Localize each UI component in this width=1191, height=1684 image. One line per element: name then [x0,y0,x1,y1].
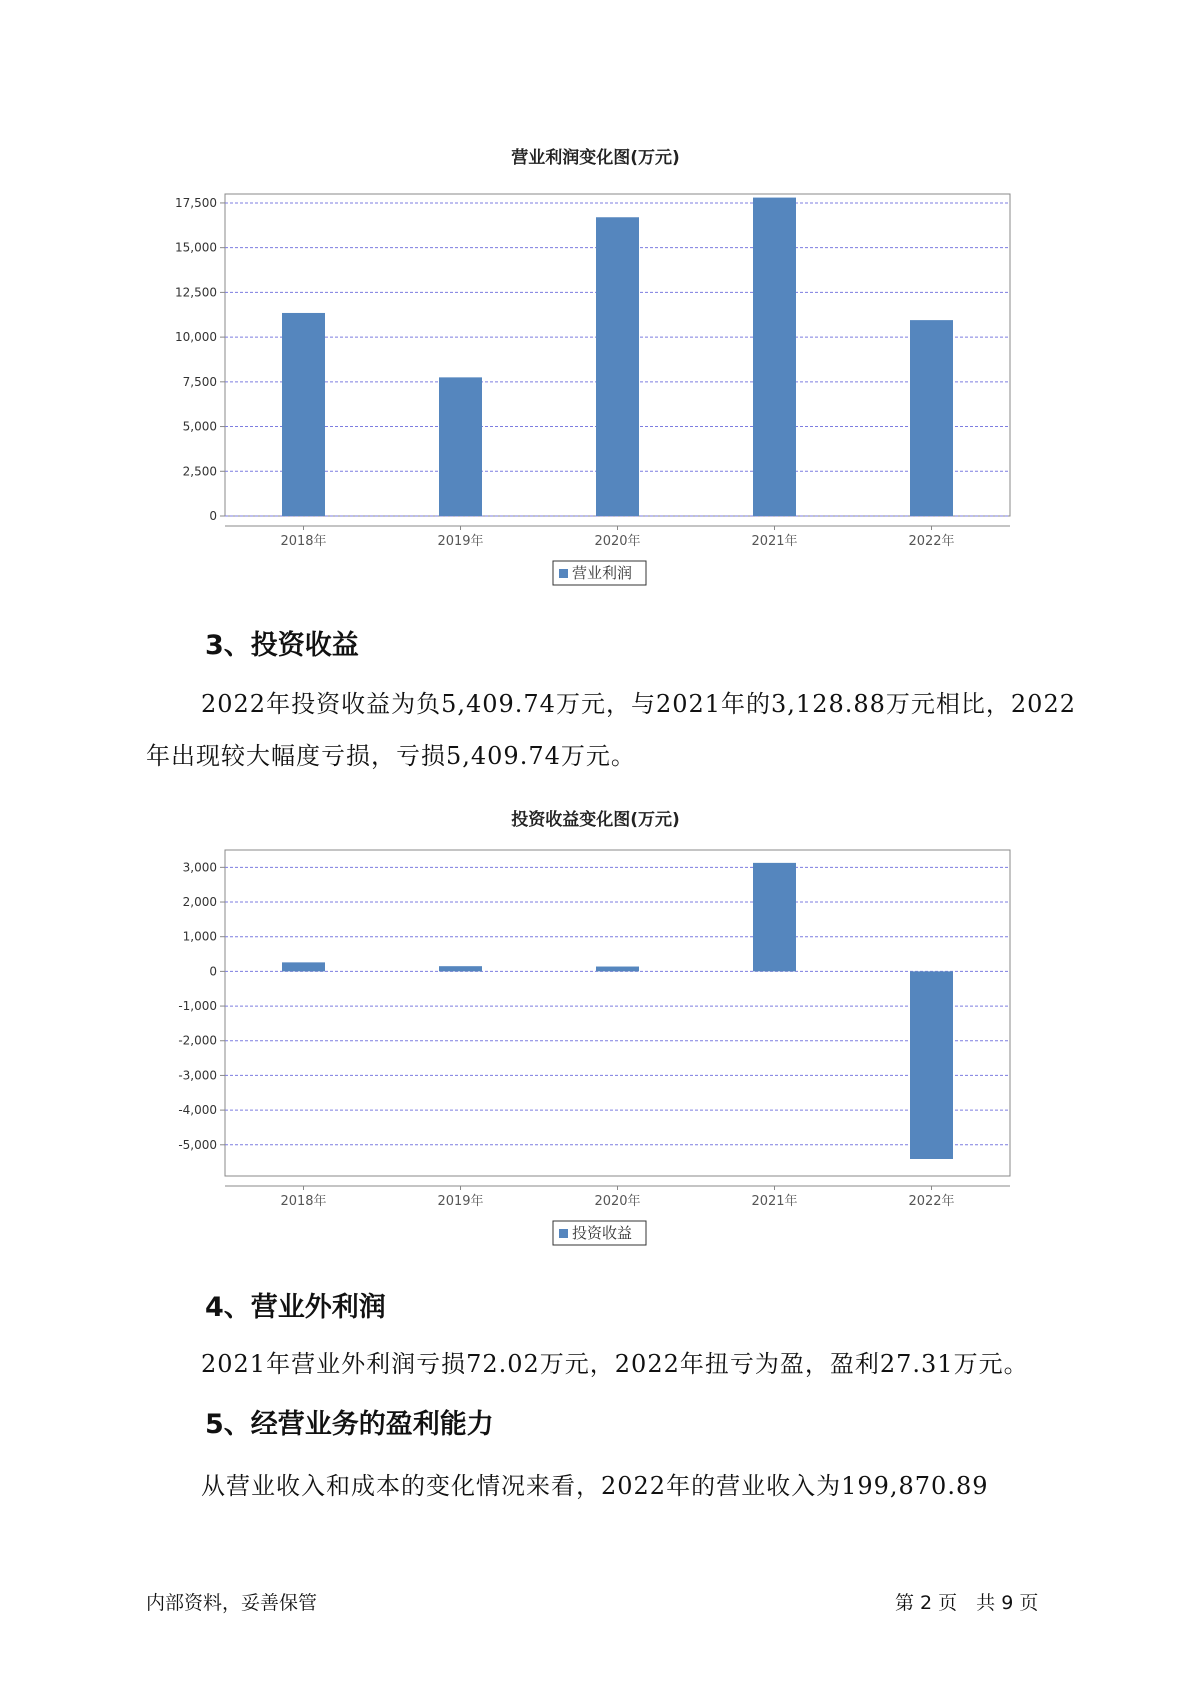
y-tick-label: -2,000 [178,1033,217,1048]
x-tick-label: 2020年 [594,534,641,549]
plot-area [225,850,1010,1176]
bar [439,377,482,516]
x-tick-label: 2019年 [437,534,484,549]
legend-label: 投资收益 [572,1224,633,1242]
y-tick-label: 0 [209,509,217,523]
section3-heading: 3、投资收益 [205,630,359,661]
bar [596,217,639,516]
x-tick-label: 2021年 [751,1194,798,1209]
y-tick-label: -1,000 [178,999,217,1014]
y-tick-label: 7,500 [182,374,217,389]
bar [910,971,953,1159]
footer-confidential: 内部资料，妥善保管 [146,1592,318,1614]
operating-profit-chart [0,180,1191,600]
chart2-title: 投资收益变化图(万元) [511,810,680,830]
x-tick-label: 2018年 [280,1194,327,1209]
legend-swatch [559,569,568,578]
section4-heading: 4、营业外利润 [205,1292,386,1323]
y-tick-label: -4,000 [178,1103,217,1118]
y-tick-label: 10,000 [175,330,217,345]
legend [553,561,646,585]
section3-paragraph-line2: 年出现较大幅度亏损，亏损5,409.74万元。 [146,742,636,770]
section3-paragraph-line1: 2022年投资收益为负5,409.74万元，与2021年的3,128.88万元相比，2022 [201,690,1076,718]
legend-swatch [559,1229,568,1238]
section5-heading: 5、经营业务的盈利能力 [205,1409,494,1440]
legend-label: 营业利润 [572,564,633,582]
y-tick-label: 17,500 [175,195,217,210]
x-tick-label: 2021年 [751,534,798,549]
bar [596,967,639,972]
legend [553,1221,646,1245]
chart1-title: 营业利润变化图(万元) [511,148,680,168]
y-tick-label: -5,000 [178,1137,217,1152]
y-tick-label: 1,000 [182,929,217,944]
x-tick-label: 2020年 [594,1194,641,1209]
bar [282,962,325,971]
bar [439,966,482,971]
bar [753,198,796,516]
bar [282,313,325,516]
bar [910,320,953,516]
x-tick-label: 2022年 [908,1194,955,1209]
x-tick-label: 2022年 [908,534,955,549]
y-tick-label: 3,000 [182,860,217,875]
y-tick-label: 12,500 [175,285,217,300]
y-tick-label: 2,000 [182,895,217,910]
investment-income-chart [0,840,1191,1260]
bar [753,863,796,972]
section5-paragraph: 从营业收入和成本的变化情况来看，2022年的营业收入为199,870.89 [201,1472,989,1500]
y-tick-label: 2,500 [182,464,217,479]
x-tick-label: 2018年 [280,534,327,549]
footer-page-number: 第 2 页 共 9 页 [895,1592,1039,1614]
section4-paragraph: 2021年营业外利润亏损72.02万元，2022年扭亏为盈，盈利27.31万元。 [201,1350,1029,1378]
y-tick-label: 5,000 [182,419,217,434]
x-tick-label: 2019年 [437,1194,484,1209]
y-tick-label: 15,000 [175,240,217,255]
y-tick-label: 0 [209,964,217,979]
y-tick-label: -3,000 [178,1068,217,1083]
